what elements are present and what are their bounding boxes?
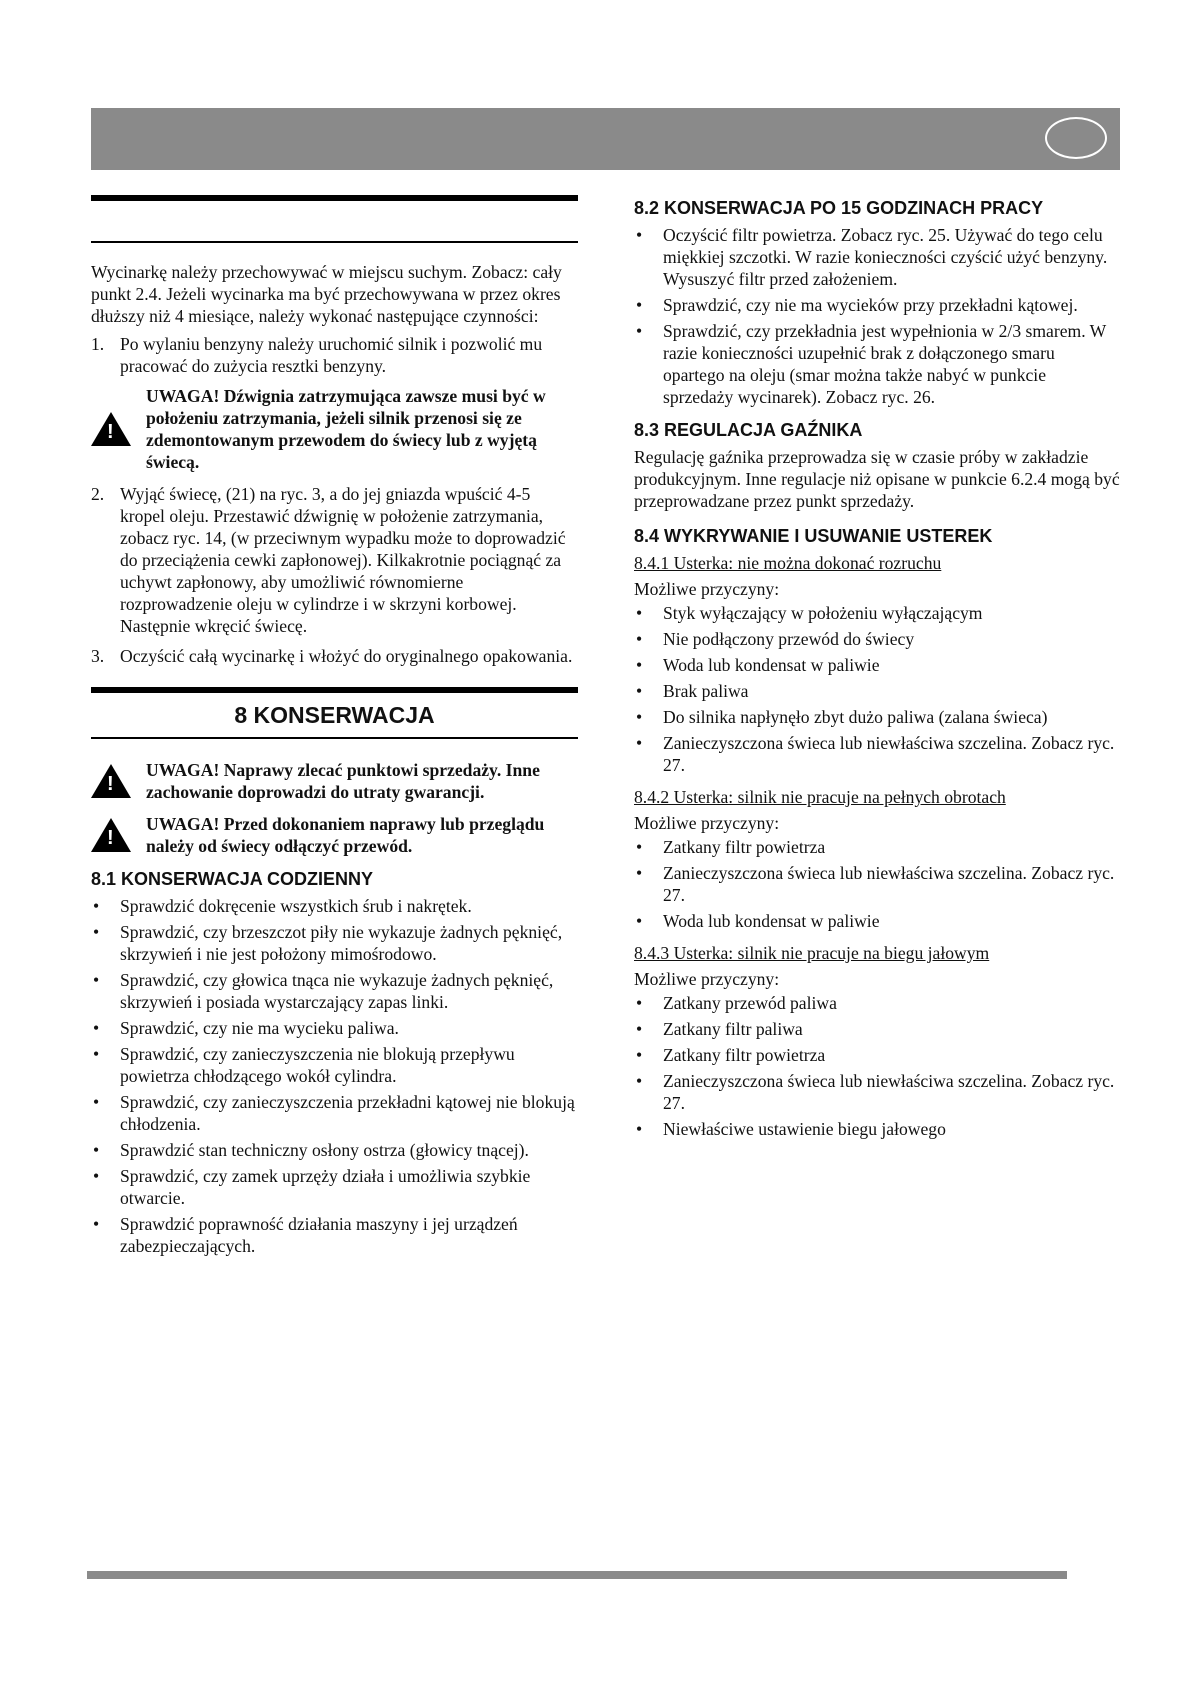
right-column (634, 196, 1120, 1144)
list-item: • Sprawdzić stan techniczny osłony ostrza (głowicy tnącej). (91, 1139, 578, 1161)
warning-service: ! UWAGA! Naprawy zlecać punktowi sprzedaży. Inne zachowanie doprowadzi do utraty gwarancji. (91, 759, 578, 803)
list-item: • Zanieczyszczona świeca lub niewłaściwa szczelina. Zobacz ryc. 27. (634, 862, 1120, 906)
chapter-title: 8 KONSERWACJA (234, 702, 435, 728)
causes-label: Możliwe przyczyny: (634, 813, 780, 833)
storage-intro: Wycinarkę należy przechowywać w miejscu suchym. Zobacz: cały punkt 2.4. Jeżeli wycinarka ma być przechowywana w przez okres dłuższy niż 4 miesiące, należy wykonać następujące czynności: (91, 262, 562, 326)
causes-label: Możliwe przyczyny: (634, 579, 780, 599)
list-item: • Woda lub kondensat w paliwie (634, 654, 1120, 676)
warning-icon (91, 764, 131, 798)
warning-icon (91, 412, 131, 446)
section-8-4-title: 8.4 WYKRYWANIE I USUWANIE USTEREK (634, 526, 993, 546)
step-number: 1. (91, 334, 105, 354)
list-item: • Sprawdzić, czy zanieczyszczenia nie blokują przepływu powietrza chłodzącego wokół cylindra. (91, 1043, 578, 1087)
list-item: • Zanieczyszczona świeca lub niewłaściwa szczelina. Zobacz ryc. 27. (634, 732, 1120, 776)
step-item (91, 645, 578, 667)
list-item: • Sprawdzić, czy przekładnia jest wypełnionia w 2/3 smarem. W razie konieczności uzupełnić brak z dołączonego smaru opartego na oleju (smar można także nabyć w punkcie sprzedaży wycinarek). Zobacz ryc. 26. (634, 320, 1120, 408)
subsection-8-4-1-list (634, 602, 1120, 776)
list-item: • Sprawdzić, czy nie ma wycieków przy przekładni kątowej. (634, 294, 1120, 316)
step-item (91, 483, 578, 637)
section-8-3-title: 8.3 REGULACJA GAŹNIKA (634, 420, 863, 440)
list-item: • Niewłaściwe ustawienie biegu jałowego (634, 1118, 1120, 1140)
list-item: • Styk wyłączający w położeniu wyłączającym (634, 602, 1120, 624)
list-item: • Sprawdzić, czy zamek uprzęży działa i umożliwia szybkie otwarcie. (91, 1165, 578, 1209)
list-item: • Zatkany filtr powietrza (634, 836, 1120, 858)
warning-plug: ! UWAGA! Przed dokonaniem naprawy lub przeglądu należy od świecy odłączyć przewód. (91, 813, 578, 857)
footer-bar (87, 1571, 1067, 1579)
subsection-8-4-3-title: 8.4.3 Usterka: silnik nie pracuje na biegu jałowym (634, 943, 990, 963)
list-item: • Sprawdzić, czy głowica tnąca nie wykazuje żadnych pęknięć, skrzywień i posiada wystarczający zapas linki. (91, 969, 578, 1013)
list-item: • Brak paliwa (634, 680, 1120, 702)
section-8-3-text: Regulację gaźnika przeprowadza się w czasie próby w zakładzie produkcyjnym. Inne regulacje niż opisane w punkcie 6.2.4 mogą być przeprowadzane przez punkt sprzedaży. (634, 447, 1120, 511)
list-item: • Zatkany przewód paliwa (634, 992, 1120, 1014)
causes-label: Możliwe przyczyny: (634, 969, 780, 989)
step-number: 3. (91, 646, 105, 666)
list-item: • Sprawdzić, czy nie ma wycieku paliwa. (91, 1017, 578, 1039)
language-badge (1045, 117, 1107, 159)
list-item: • Sprawdzić, czy zanieczyszczenia przekładni kątowej nie blokują chłodzenia. (91, 1091, 578, 1135)
storage-steps-cont (91, 483, 578, 667)
subsection-8-4-3-list (634, 992, 1120, 1140)
list-item: • Zatkany filtr paliwa (634, 1018, 1120, 1040)
step-number: 2. (91, 484, 105, 504)
left-column (91, 195, 578, 1261)
header-bar (91, 108, 1120, 170)
warning-storage: ! UWAGA! Dźwignia zatrzymująca zawsze musi być w położeniu zatrzymania, jeżeli silnik przenosi się ze zdemontowanym przewodem do świecy lub z wyjętą świecą. (91, 385, 578, 473)
subsection-8-4-1-title: 8.4.1 Usterka: nie można dokonać rozruchu (634, 553, 942, 573)
step-item (91, 333, 578, 377)
list-item: • Nie podłączony przewód do świecy (634, 628, 1120, 650)
section-8-2-list (634, 224, 1120, 408)
list-item: • Do silnika napłynęło zbyt dużo paliwa (zalana świeca) (634, 706, 1120, 728)
list-item: • Sprawdzić poprawność działania maszyny i jej urządzeń zabezpieczających. (91, 1213, 578, 1257)
storage-steps (91, 333, 578, 377)
step-text: Wyjąć świecę, (21) na ryc. 3, a do jej gniazda wpuścić 4-5 kropel oleju. Przestawić dźwignię w położenie zatrzymania, zobacz ryc. 14, (w przeciwnym wypadku może to doprowadzić do przeciążenia cewki zapłonowej). Kilkakrotnie pociągnąć za uchywt zapłonowy, aby umożliwić równomierne rozprowadzenie oleju w cylindrze i w skrzyni korbowej. Następnie wkręcić świecę. (120, 484, 566, 636)
section-8-1-list (91, 895, 578, 1257)
subsection-8-4-2-title: 8.4.2 Usterka: silnik nie pracuje na pełnych obrotach (634, 787, 1006, 807)
list-item: • Oczyścić filtr powietrza. Zobacz ryc. 25. Używać do tego celu miękkiej szczotki. W razie konieczności czyścić użyć benzyny. Wysuszyć filtr przed założeniem. (634, 224, 1120, 290)
step-text: Oczyścić całą wycinarkę i włożyć do oryginalnego opakowania. (120, 646, 573, 666)
list-item: • Woda lub kondensat w paliwie (634, 910, 1120, 932)
list-item: • Zatkany filtr powietrza (634, 1044, 1120, 1066)
section-8-1-title: 8.1 KONSERWACJA CODZIENNY (91, 869, 374, 889)
list-item: • Zanieczyszczona świeca lub niewłaściwa szczelina. Zobacz ryc. 27. (634, 1070, 1120, 1114)
list-item: • Sprawdzić, czy brzeszczot piły nie wykazuje żadnych pęknięć, skrzywień i nie jest położony mimośrodowo. (91, 921, 578, 965)
section-8-2-title: 8.2 KONSERWACJA PO 15 GODZINACH PRACY (634, 198, 1044, 218)
subsection-8-4-2-list (634, 836, 1120, 932)
list-item: • Sprawdzić dokręcenie wszystkich śrub i nakrętek. (91, 895, 578, 917)
warning-icon (91, 818, 131, 852)
step-text: Po wylaniu benzyny należy uruchomić silnik i pozwolić mu pracować do zużycia resztki benzyny. (120, 334, 543, 376)
